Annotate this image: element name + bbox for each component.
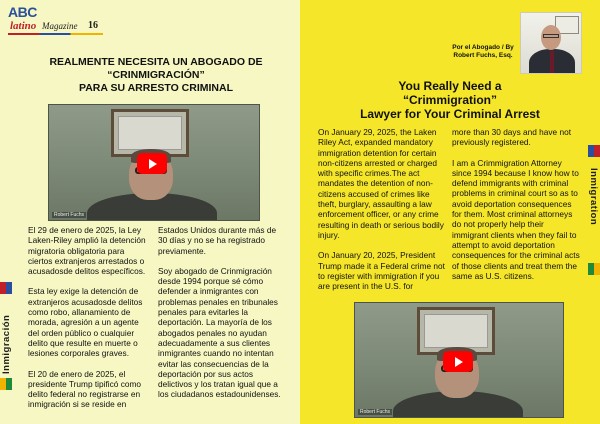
masthead-brand: ABC <box>8 4 37 20</box>
spanish-title-line: PARA SU ARRESTO CRIMINAL <box>78 82 233 94</box>
paragraph: El 20 de enero de 2025, el presidente Trump tipificó como delito federal no registrarse en inmigración si se reside en <box>28 368 141 410</box>
masthead-magazine-word: Magazine <box>42 21 78 31</box>
paragraph: Esta ley exige la detención de extranjeros acusadosde delitos como robo, allanamiento de morada, agresión a un agente del orden público o cualquier delito que resulte en muerte o lesiones corporales graves. <box>28 286 143 359</box>
english-title-line: You Really Need a <box>398 79 502 93</box>
section-tab-label: Inmigración <box>1 314 12 374</box>
paragraph: On January 29, 2025, the Laken Riley Act, expanded mandatory immigration detention for certain non-citizens arrested or charged with specific crimes.The act mandates the detention of non-citizens accused of crimes like theft, burglary, assaulting a law enforcement officer, or any crime resulting in death or serious bodily injury. <box>318 127 444 240</box>
spanish-column-2 <box>158 225 282 410</box>
author-photo-tie <box>550 51 554 73</box>
english-column-2 <box>452 127 580 291</box>
paragraph: Soy abogado de Crinmigración desde 1994 porque sé cómo defender a inmigrantes con problemas penales en tribunales penales para evitarles la deportación. La mayoría de los abogados penales no ayudan adecuadamente a sus clientes inmigrantes cuando no intentan evitar las consecuencias de la deportación por sus actos delictivos y los tratan igual que a los ciudadanos estadounidenses. <box>158 265 281 400</box>
section-tab-label: Inmigration <box>588 168 599 226</box>
play-icon[interactable] <box>443 351 473 372</box>
english-column-1 <box>318 127 446 301</box>
author-photo <box>520 12 582 74</box>
section-color-marker <box>588 145 600 157</box>
section-color-marker <box>0 378 12 390</box>
author-photo-glasses <box>543 34 559 38</box>
masthead-color-bar <box>8 33 103 35</box>
play-icon[interactable] <box>137 153 167 174</box>
section-tab-right <box>586 160 600 260</box>
video-caption: Robert Fuchs <box>54 212 85 218</box>
masthead-issue-number: 16 <box>88 20 98 31</box>
english-title-line: “Crimmigration” <box>402 93 497 107</box>
section-color-marker <box>0 282 12 294</box>
english-article-title <box>310 79 590 121</box>
video-player-spanish[interactable] <box>48 104 260 221</box>
video-caption: Robert Fuchs <box>360 409 391 415</box>
masthead-brand-sub: latino <box>10 20 37 32</box>
author-byline: Por el Abogado / By Robert Fuchs, Esq. <box>452 44 514 59</box>
paragraph: On January 20, 2025, President Trump made it a Federal crime not to register with immigration if you are present in the U.S. for <box>318 250 445 292</box>
paragraph: more than 30 days and have not previously registered. <box>452 127 572 148</box>
english-title-line: Lawyer for Your Criminal Arrest <box>360 107 540 121</box>
spanish-title-line: “CRINMIGRACIÓN” <box>107 69 205 81</box>
paragraph: Estados Unidos durante más de 30 días y no se ha registrado previamente. <box>158 225 277 256</box>
magazine-masthead <box>8 4 118 34</box>
section-tab-left <box>0 296 14 376</box>
spanish-column-1 <box>28 225 148 420</box>
paragraph: I am a Crimmigration Attorney since 1994 because I know how to defend immigrants with criminal problems in criminal court so as to avoid deportation consequences for them. Most criminal attorneys do not properly help their immigrant clients when they fail to attempt to avoid deportation consequences for the criminal acts of those clients and treat them the same as U.S. citizens. <box>452 157 580 281</box>
video-player-english[interactable] <box>354 302 564 418</box>
paragraph: El 29 de enero de 2025, la Ley Laken-Riley amplió la detención migratoria obligatoria para ciertos extranjeros arrestados o acusadosde delitos específicos. <box>28 225 146 277</box>
section-color-marker <box>588 263 600 275</box>
spanish-article-title <box>40 56 272 95</box>
spanish-title-line: REALMENTE NECESITA UN ABOGADO DE <box>49 56 263 68</box>
